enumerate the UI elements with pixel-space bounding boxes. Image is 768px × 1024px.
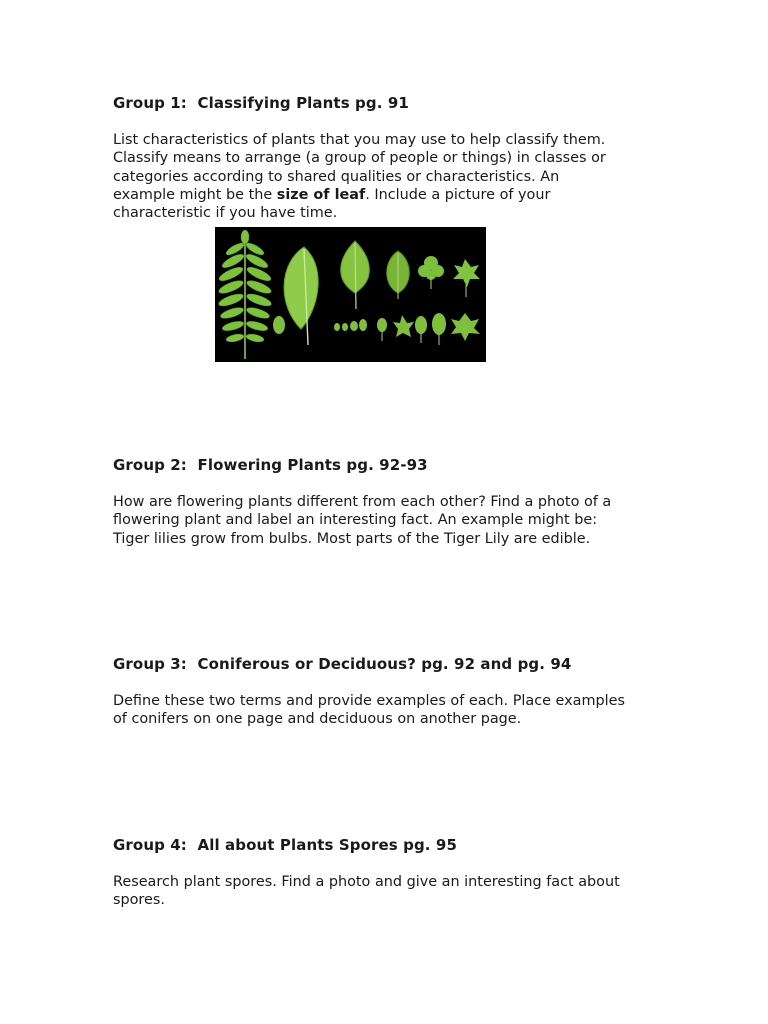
- group-1-section: [113, 94, 673, 222]
- group-1-instructions: List characteristics of plants that you may use to help classify them. Classify means to arrange (a group of people or things) in classes or categories according to shared qualities or characteristics. An example might be the size of leaf. Include a picture of your characteristic if you have time.: [113, 132, 606, 222]
- group-2-instructions: How are flowering plants different from each other? Find a photo of a flowering plant and label an interesting fact. An example might be: Tiger lilies grow from bulbs. Most parts of the Tiger Lily are edible.: [113, 494, 612, 547]
- group-2-heading: Group 2: Flowering Plants pg. 92-93: [113, 456, 428, 474]
- group-3-instructions: Define these two terms and provide examples of each. Place examples of conifers on one page and deciduous on another page.: [113, 693, 625, 728]
- group-4-instructions: Research plant spores. Find a photo and give an interesting fact about spores.: [113, 874, 620, 909]
- group-3-section: [113, 655, 673, 729]
- leaf-size-photo: [215, 227, 486, 362]
- group-2-section: [113, 456, 673, 548]
- group-4-heading: Group 4: All about Plants Spores pg. 95: [113, 836, 457, 854]
- group-3-heading: Group 3: Coniferous or Deciduous? pg. 92 and pg. 94: [113, 655, 572, 673]
- group-4-section: [113, 836, 673, 910]
- group-1-heading: Group 1: Classifying Plants pg. 91: [113, 94, 409, 112]
